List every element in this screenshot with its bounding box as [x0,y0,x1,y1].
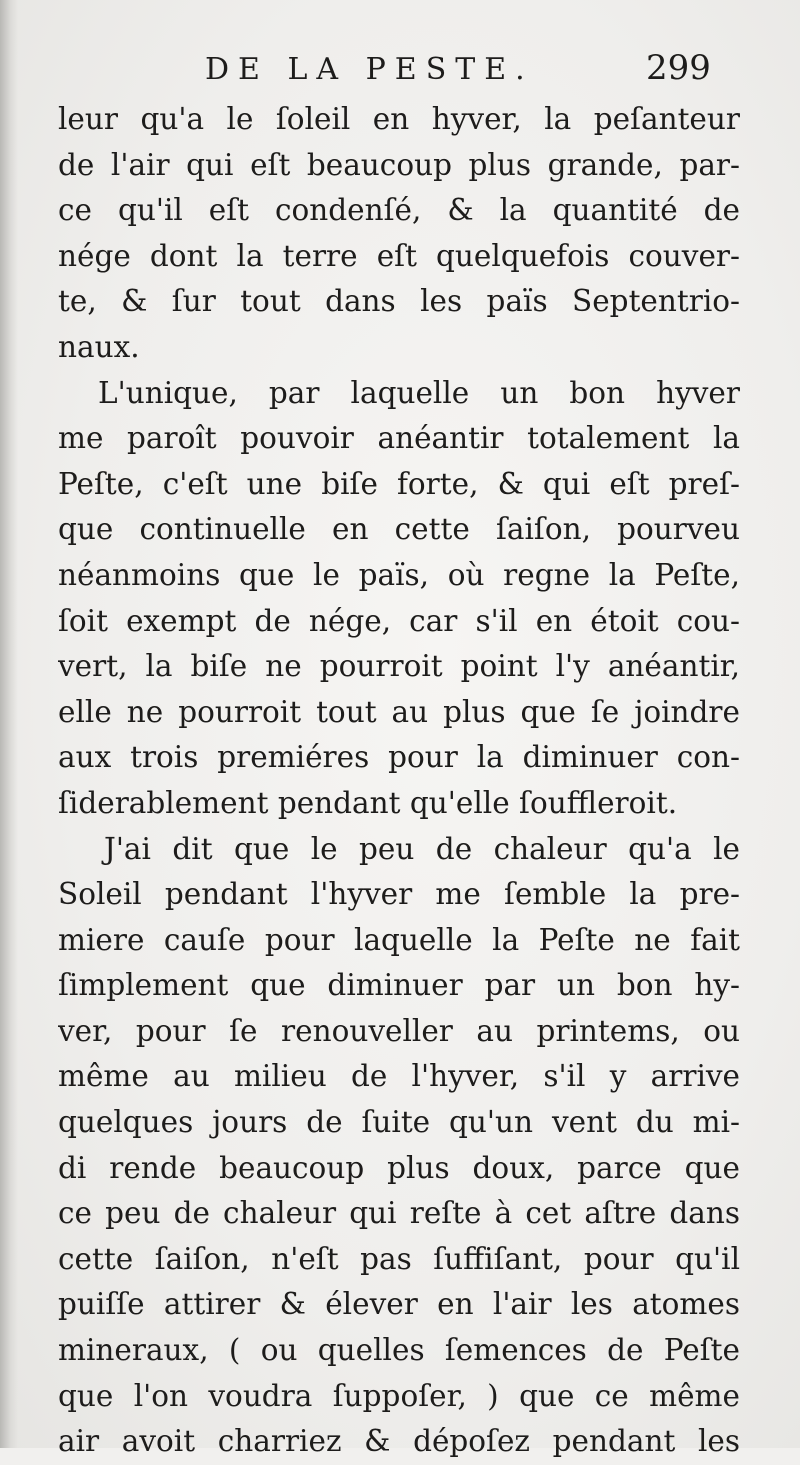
text-line: ce peu de chaleur qui reſte à cet aſtre dans [58,1196,740,1231]
text-line: Peſte, c'eſt une biſe forte, & qui eſt preſ- [58,466,740,501]
text-line: mineraux, ( ou quelles ſemences de Peſte [58,1333,740,1368]
text-line: que continuelle en cette ſaiſon, pourveu [58,512,740,547]
text-line: ſiderablement pendant qu'elle ſouffleroit. [58,785,678,820]
page-gutter-shadow [0,0,18,1448]
text-line: elle ne pourroit tout au plus que ſe joindre [58,694,740,729]
text-line: ce qu'il eſt condenſé, & la quantité de [58,193,740,228]
running-head [0,48,800,98]
paragraph-first-line: L'unique, par laquelle un bon hyver [98,375,740,410]
text-line: Soleil pendant l'hyver me ſemble la pre- [58,877,740,912]
text-line: ſoit exempt de nége, car s'il en étoit cou- [58,603,740,638]
text-line: néanmoins que le païs, où regne la Peſte, [58,557,740,592]
body-text [58,97,740,1465]
paragraph-first-line: J'ai dit que le peu de chaleur qu'a le [104,831,740,866]
text-line: vert, la biſe ne pourroit point l'y anéantir, [58,649,740,684]
text-line: me paroît pouvoir anéantir totalement la [58,421,740,456]
text-line: cette ſaiſon, n'eſt pas ſuffiſant, pour qu'il [58,1241,740,1276]
text-line: te, & ſur tout dans les païs Septentrio- [58,284,740,319]
text-line: de l'air qui eſt beaucoup plus grande, par- [58,147,740,182]
text-line: puiſſe attirer & élever en l'air les atomes [58,1287,740,1322]
text-line: di rende beaucoup plus doux, parce que [58,1150,740,1185]
text-line: que l'on voudra ſuppoſer, ) que ce même [58,1378,740,1413]
text-line: nége dont la terre eſt quelquefois couver- [58,238,740,273]
text-line: même au milieu de l'hyver, s'il y arrive [58,1059,740,1094]
text-line: aux trois premiéres pour la diminuer con- [58,740,740,775]
page-number: 299 [646,48,711,88]
text-line: naux. [58,329,140,364]
text-line: quelques jours de ſuite qu'un vent du mi- [58,1105,740,1140]
text-line: ver, pour ſe renouveller au printems, ou [58,1013,740,1048]
running-title: DE LA PESTE. [205,52,534,87]
text-line: air avoit charriez & dépoſez pendant les [58,1424,740,1459]
text-line: miere cauſe pour laquelle la Peſte ne fait [58,922,740,957]
text-line: leur qu'a le ſoleil en hyver, la peſanteur [58,102,740,136]
text-line: ſimplement que diminuer par un bon hy- [58,968,740,1003]
